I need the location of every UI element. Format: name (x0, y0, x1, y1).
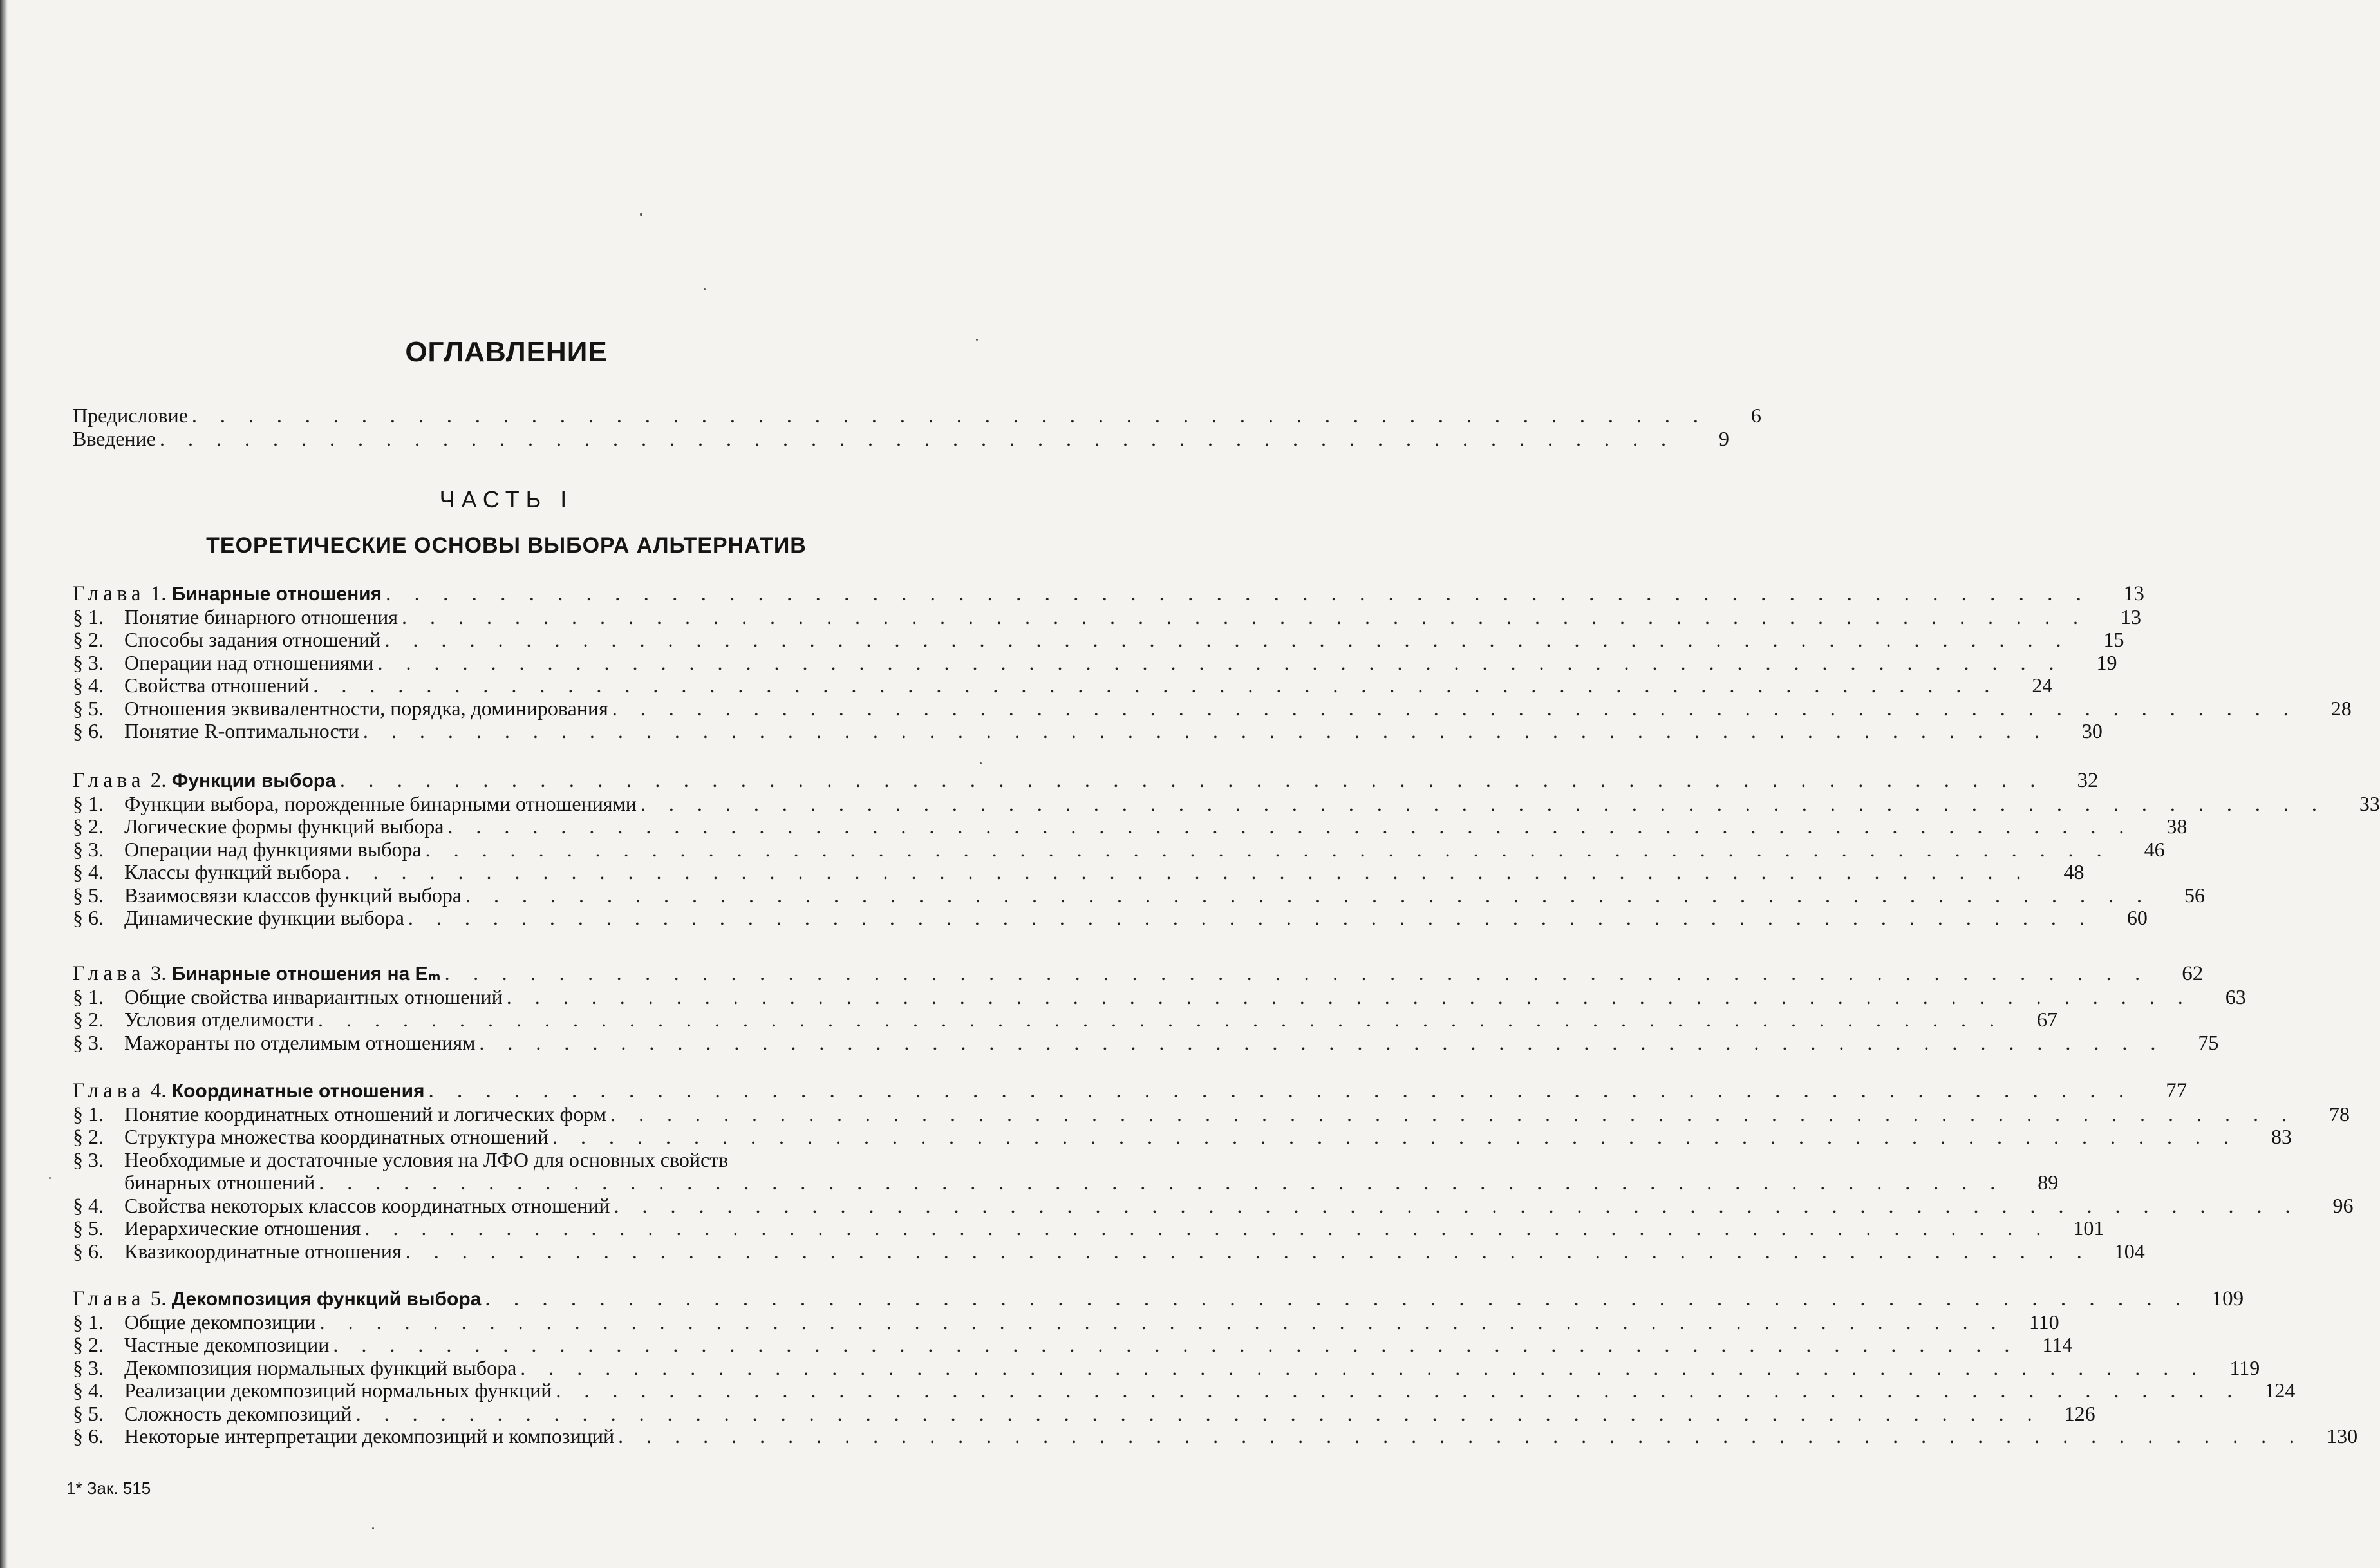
section-number: § 3. (73, 837, 104, 861)
leader-dots: . . . . . . . . . . . . . . . . . . . . . . . . . . . . . . . . . . . . . . . . . . . . . . . . . . . . . . . . . . . . (425, 837, 2111, 861)
toc-label: Операции над отношениями (124, 650, 374, 674)
page-number: 15 (2103, 628, 2124, 651)
leader-dots: . . . . . . . . . . . . . . . . . . . . . . . . . . . . . . . . . . . . . . . . . . . . . . . . . . . . . . . . . . . . (556, 1379, 2242, 1402)
page-number: 46 (2144, 837, 2165, 861)
toc-row (73, 1125, 2292, 1149)
chapter-heading (73, 1287, 2244, 1311)
chapter-number: 2. (150, 769, 167, 792)
page-number: 13 (2120, 605, 2141, 628)
section-number: § 3. (73, 1355, 104, 1379)
page-number: 130 (2327, 1424, 2358, 1448)
toc-label: Частные декомпозиции (124, 1333, 330, 1356)
section-number: § 2. (73, 1125, 104, 1148)
section-number: § 2. (73, 1333, 104, 1356)
section-number: § 3. (73, 1148, 104, 1171)
page-number: 110 (2029, 1310, 2059, 1334)
leader-dots: . . . . . . . . . . . . . . . . . . . . . . . . . . . . . . . . . . . . . . . . . . . . . . . . . . . . . . . . . . . . (384, 628, 2070, 651)
toc-row (73, 404, 1761, 428)
chapter-heading (73, 769, 2099, 793)
leader-dots: . . . . . . . . . . . . . . . . . . . . . . . . . . . . . . . . . . . . . . . . . . . . . . . . . . . . . . . . . . . . (405, 1239, 2091, 1263)
page-number: 6 (1750, 404, 1761, 427)
toc-label: Мажоранты по отделимым отношениям (124, 1030, 476, 1054)
page-number: 101 (2073, 1216, 2104, 1240)
chapter-label (73, 1288, 481, 1311)
page-number: 126 (2064, 1401, 2095, 1425)
toc-row (73, 650, 2117, 675)
toc-row (73, 674, 2053, 697)
chapter-label (73, 1080, 425, 1103)
page-number: 38 (2166, 815, 2188, 838)
chapter-word: Глава (73, 582, 145, 605)
leader-dots: . . . . . . . . . . . . . . . . . . . . . . . . . . . . . . . . . . . . . . . . . . . . . . . . . . . . . . . . . . . . (377, 650, 2063, 674)
leader-dots: . . . . . . . . . . . . . . . . . . . . . . . . . . . . . . . . . . . . . . . . . . . . . . . . . . . . . . . . . . . . (640, 791, 2326, 815)
toc-label: Необходимые и достаточные условия на ЛФО для основных свойств (124, 1148, 729, 1171)
toc-row (73, 605, 2141, 629)
page-number: 33 (2359, 791, 2380, 815)
leader-dots: . . . . . . . . . . . . . . . . . . . . . . . . . . . . . . . . . . . . . . . . . . . . . . . . . . . . . . . . . . . . (386, 582, 2090, 605)
leader-dots: . . . . . . . . . . . . . . . . . . . . . . . . . . . . . . . . . . . . . . . . . . . . . . . . . . . . . . . . . . . . (333, 1333, 2019, 1356)
leader-dots: . . . . . . . . . . . . . . . . . . . . . . . . . . . . . . . . . . . . . . . . . . . . . . . . . . . . . . . . . . . . (362, 719, 2048, 742)
toc-label: Иерархические отношения (124, 1216, 361, 1240)
page-number: 75 (2198, 1030, 2219, 1054)
toc-label: Введение (73, 426, 156, 450)
toc-row (73, 883, 2206, 907)
scan-speck (49, 1177, 51, 1179)
chapter-block (73, 1079, 2354, 1263)
leader-dots: . . . . . . . . . . . . . . . . . . . . . . . . . . . . . . . . . . . . . . . . . . . . . . . . . . . . . . . . . . . . (618, 1424, 2304, 1448)
toc-label: Предисловие (73, 404, 188, 427)
section-number: § 2. (73, 628, 104, 651)
toc-row (73, 1424, 2358, 1448)
toc-label: Сложность декомпозиций (124, 1401, 352, 1425)
toc-row (73, 860, 2085, 884)
page-number: 67 (2037, 1008, 2058, 1031)
section-number: § 5. (73, 883, 104, 907)
section-number: § 1. (73, 1310, 104, 1334)
leader-dots: . . . . . . . . . . . . . . . . . . . . . . . . . . . . . . . . . . . . . . . . . . . . . . . . . . . . . . . . . . . . (552, 1125, 2238, 1148)
toc-label: Квазикоординатные отношения (124, 1239, 402, 1263)
toc-label: Способы задания отношений (124, 628, 381, 651)
leader-dots: . . . . . . . . . . . . . . . . . . . . . . . . . . . . . . . . . . . . . . . . . . . . . . . . . . . . . . . . . . . . (355, 1401, 2041, 1425)
chapter-number: 1. (150, 582, 167, 605)
leader-dots: . . . . . . . . . . . . . . . . . . . . . . . . . . . . . . . . . . . . . . . . . . . . . . . . . . . . . . . . . . . . (506, 985, 2192, 1008)
section-number: § 4. (73, 1193, 104, 1217)
section-number: § 6. (73, 719, 104, 742)
section-number: § 4. (73, 860, 104, 883)
toc-label: Операции над функциями выбора (124, 837, 422, 861)
page-number: 62 (2182, 962, 2204, 985)
leader-dots: . . . . . . . . . . . . . . . . . . . . . . . . . . . . . . . . . . . . . . . . . . . . . . . . . . . . . . . . . . . . (313, 674, 1999, 697)
toc-label: Понятие бинарного отношения (124, 605, 398, 628)
page-number: 28 (2330, 696, 2352, 720)
leader-dots: . . . . . . . . . . . . . . . . . . . . . . . . . . . . . . . . . . . . . . . . . . . . . . . . . . . . . . . . . . . . (318, 1008, 2004, 1031)
toc-label: Отношения эквивалентности, порядка, доминирования (124, 696, 608, 720)
page-number: 48 (2063, 860, 2085, 883)
toc-row (73, 837, 2165, 862)
chapter-label (73, 583, 382, 606)
chapter-number: 4. (150, 1079, 167, 1102)
toc-label: Функции выбора, порожденные бинарными отношениями (124, 791, 637, 815)
leader-dots: . . . . . . . . . . . . . . . . . . . . . . . . . . . . . . . . . . . . . . . . . . . . . . . . . . . . . . (191, 404, 1707, 427)
chapter-title: Функции выбора (171, 770, 336, 791)
page-number: 109 (2211, 1287, 2244, 1310)
page-number: 13 (2122, 582, 2144, 605)
section-number: § 1. (73, 985, 104, 1008)
leader-dots: . . . . . . . . . . . . . . . . . . . . . . . . . . . . . . . . . . . . . . . . . . . . . . . . . . . . . . . . . . . . (612, 696, 2298, 720)
page-number: 119 (2229, 1355, 2260, 1379)
chapter-word: Глава (73, 1287, 145, 1310)
chapter-title: Декомпозиция функций выбора (171, 1289, 482, 1310)
page-number: 9 (1718, 426, 1729, 450)
chapter-heading (73, 1079, 2188, 1103)
leader-dots: . . . . . . . . . . . . . . . . . . . . . . . . . . . . . . . . . . . . . . . . . . . . . . . . . . . . . . . . . . . . (447, 815, 2133, 838)
chapter-block (73, 582, 2352, 743)
chapter-block (73, 769, 2380, 930)
chapter-heading (73, 582, 2144, 606)
toc-row (73, 426, 1729, 451)
toc-label: Свойства отношений (124, 674, 310, 697)
leader-dots: . . . . . . . . . . . . . . . . . . . . . . . . . . . . . . . . . . . . . . . . . . . . . . . . . . . . . . . . . . . . (408, 906, 2094, 929)
page-number: 32 (2077, 769, 2099, 792)
section-number: § 1. (73, 791, 104, 815)
section-number: § 4. (73, 674, 104, 697)
page-number: 83 (2271, 1125, 2292, 1148)
page-title: ОГЛАВЛЕНИЕ (405, 336, 608, 368)
chapter-block (73, 1287, 2358, 1448)
leader-dots: . . . . . . . . . . . . . . . . . . . . . . . . . . . . . . . . . . . . . . . . . . . . . . . . . . . . . . . . . . . . (339, 769, 2045, 792)
page-number: 104 (2113, 1239, 2145, 1263)
leader-dots: . . . . . . . . . . . . . . . . . . . . . . . . . . . . . . . . . . . . . . . . . . . . . . . . . . . . . . . . . . . . (319, 1310, 2005, 1334)
leader-dots: . . . . . . . . . . . . . . . . . . . . . . . . . . . . . . . . . . . . . . . . . . . . . . . . . . . . . . . . . . . . (401, 605, 2087, 628)
chapter-number: 3. (150, 962, 167, 985)
toc-label: Структура множества координатных отношений (124, 1125, 549, 1148)
leader-dots: . . . . . . . . . . . . . . . . . . . . . . . . . . . . . . . . . . . . . . . . . . . . . . . . . . . . . . . . . . . . (319, 1171, 2005, 1194)
leader-dots: . . . . . . . . . . . . . . . . . . . . . . . . . . . . . . . . . . . . . . . . . . . . . . . . . . . . . . . . . . . . (465, 883, 2151, 907)
section-number: § 5. (73, 1216, 104, 1240)
section-number: § 3. (73, 1030, 104, 1054)
chapter-title: Координатные отношения (171, 1081, 425, 1102)
scan-speck (980, 762, 982, 764)
toc-row-continuation (73, 1171, 2059, 1195)
leader-dots: . . . . . . . . . . . . . . . . . . . . . . . . . . . . . . . . . . . . . . . . . . . . . . . . . . . . . . . . . . . . (485, 1287, 2190, 1310)
toc-row (73, 1355, 2260, 1380)
toc-label: Логические формы функций выбора (124, 815, 444, 838)
section-number: § 6. (73, 1239, 104, 1263)
page-number: 19 (2096, 650, 2117, 674)
toc-label: Динамические функции выбора (124, 906, 404, 929)
section-number: § 2. (73, 815, 104, 838)
leader-dots: . . . . . . . . . . . . . . . . . . . . . . . . . . . . . . . . . . . . . . . . . . . . . . . . . . . . . . . . . . . . (364, 1216, 2050, 1240)
toc-label: Декомпозиция нормальных функций выбора (124, 1355, 517, 1379)
chapter-label (73, 963, 441, 986)
toc-label: Некоторые интерпретации декомпозиций и композиций (124, 1424, 615, 1448)
toc-label: Реализации декомпозиций нормальных функций (124, 1379, 552, 1402)
page-number: 77 (2166, 1079, 2188, 1102)
page-edge-shadow (0, 0, 8, 1568)
toc-label: Условия отделимости (124, 1008, 315, 1031)
scan-speck (372, 1527, 374, 1529)
toc-row (73, 1379, 2296, 1403)
toc-row (73, 1310, 2059, 1334)
page-number: 78 (2329, 1102, 2350, 1126)
page-number: 60 (2126, 906, 2148, 929)
toc-row (73, 1030, 2219, 1055)
section-number: § 1. (73, 1102, 104, 1126)
chapter-label (73, 770, 336, 793)
toc-row (73, 628, 2124, 652)
scan-speck (640, 213, 642, 216)
toc-row (73, 1149, 932, 1172)
toc-row (73, 791, 2380, 816)
section-number: § 4. (73, 1379, 104, 1402)
page-number: 89 (2038, 1171, 2059, 1194)
page-number: 124 (2264, 1379, 2296, 1402)
chapter-title: Бинарные отношения на Eₘ (171, 963, 441, 985)
chapter-word: Глава (73, 1079, 145, 1102)
page-number: 114 (2042, 1333, 2073, 1356)
leader-dots: . . . . . . . . . . . . . . . . . . . . . . . . . . . . . . . . . . . . . . . . . . . . . . . . . . . . . . . . . . . . (479, 1030, 2165, 1054)
toc-row (73, 1401, 2095, 1426)
leader-dots: . . . . . . . . . . . . . . . . . . . . . . . . . . . . . . . . . . . . . . . . . . . . . . . . . . . . . . . . . . . . (444, 962, 2150, 985)
section-number: § 2. (73, 1008, 104, 1031)
leader-dots: . . . . . . . . . . . . . . . . . . . . . . . . . . . . . . . . . . . . . . . . . . . . . . . . . . . . . . . . . . . . (428, 1079, 2133, 1102)
toc-label: Общие свойства инвариантных отношений (124, 985, 503, 1008)
toc-row (73, 1008, 2058, 1032)
section-number: § 3. (73, 650, 104, 674)
page-number: 24 (2032, 674, 2053, 697)
chapter-heading (73, 962, 2204, 986)
page-number: 30 (2081, 719, 2103, 742)
toc-row (73, 1193, 2354, 1218)
toc-label: Понятие координатных отношений и логических форм (124, 1102, 606, 1126)
leader-dots: . . . . . . . . . . . . . . . . . . . . . . . . . . . . . . . . . . . . . . . . . . . . . . . . . . . . . . . . . . . . (614, 1193, 2300, 1217)
toc-row (73, 815, 2188, 838)
section-number: § 5. (73, 696, 104, 720)
toc-label: Классы функций выбора (124, 860, 341, 883)
toc-row (73, 719, 2103, 743)
section-number: § 6. (73, 1424, 104, 1448)
chapter-title: Бинарные отношения (171, 583, 382, 605)
toc-label-continuation: бинарных отношений (124, 1171, 315, 1194)
chapter-number: 5. (150, 1287, 167, 1310)
page-number: 96 (2332, 1193, 2354, 1217)
leader-dots: . . . . . . . . . . . . . . . . . . . . . . . . . . . . . . . . . . . . . . . . . . . . . . . . . . . . . . . . . . . . (610, 1102, 2296, 1126)
part-label: ЧАСТЬ I (439, 486, 574, 513)
toc-row (73, 1102, 2350, 1126)
toc-label: Понятие R-оптимальности (124, 719, 359, 742)
front-matter (73, 404, 1761, 450)
toc-row (73, 696, 2352, 721)
toc-label: Свойства некоторых классов координатных отношений (124, 1193, 610, 1217)
chapter-block (73, 962, 2246, 1054)
scan-speck (704, 288, 706, 290)
section-number: § 1. (73, 605, 104, 628)
chapter-word: Глава (73, 769, 145, 792)
print-footer: 1* Зак. 515 (66, 1478, 151, 1498)
chapter-word: Глава (73, 962, 145, 985)
toc-row (73, 1239, 2145, 1263)
leader-dots: . . . . . . . . . . . . . . . . . . . . . . . . . . . . . . . . . . . . . . . . . . . . . . . . . . . . . . . . . . . . (520, 1355, 2206, 1379)
section-number: § 5. (73, 1401, 104, 1425)
page-number: 56 (2184, 883, 2206, 907)
leader-dots: . . . . . . . . . . . . . . . . . . . . . . . . . . . . . . . . . . . . . . . . . . . . . . . . . . . . . . . . . . . . (344, 860, 2030, 883)
toc-label: Общие декомпозиции (124, 1310, 316, 1334)
section-number: § 6. (73, 906, 104, 929)
leader-dots: . . . . . . . . . . . . . . . . . . . . . . . . . . . . . . . . . . . . . . . . . . . . . . . . . . . . . . (159, 426, 1675, 450)
page-number: 63 (2225, 985, 2246, 1008)
toc-row (73, 985, 2246, 1009)
toc-row (73, 1333, 2073, 1357)
toc-row (73, 1216, 2104, 1240)
scan-speck (976, 339, 978, 341)
toc-row (73, 906, 2148, 930)
part-title: ТЕОРЕТИЧЕСКИЕ ОСНОВЫ ВЫБОРА АЛЬТЕРНАТИВ (206, 533, 807, 558)
toc-label: Взаимосвязи классов функций выбора (124, 883, 462, 907)
